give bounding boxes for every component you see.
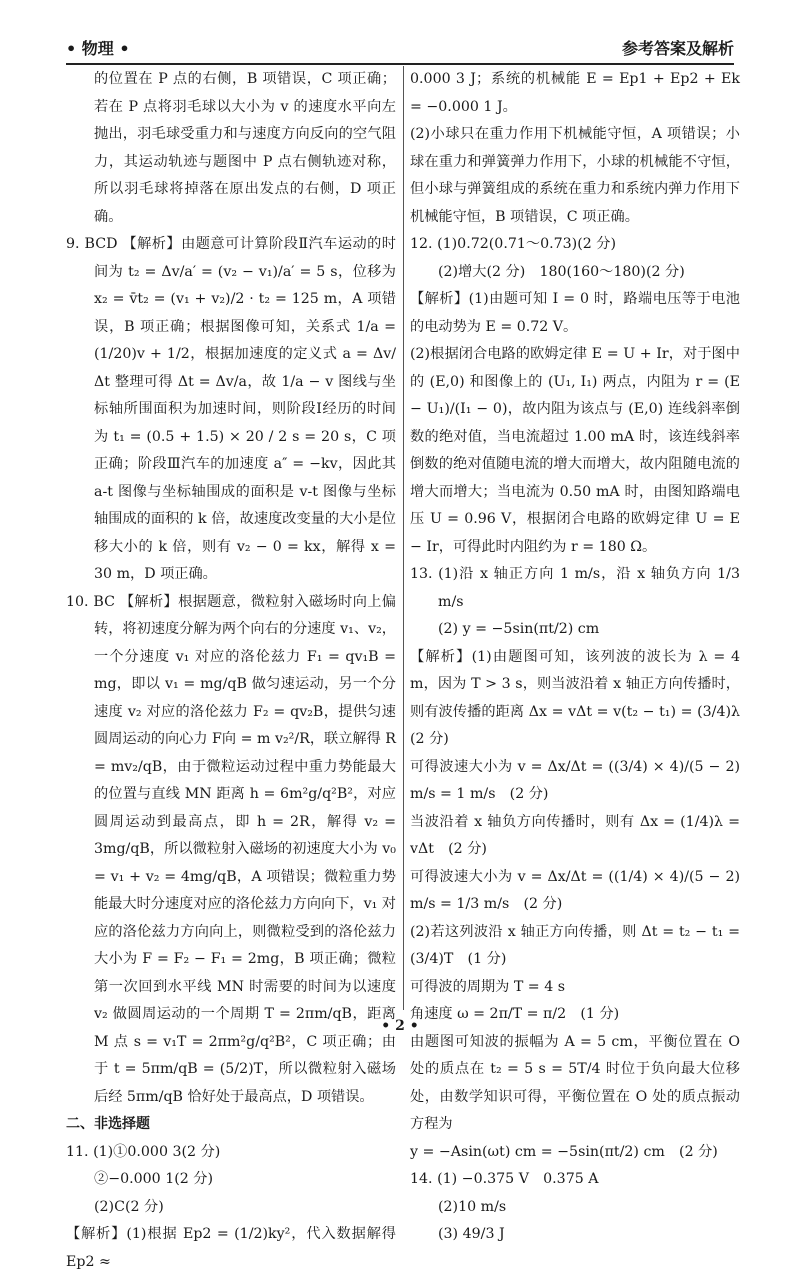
paragraph-r9: 【解析】(1)由题图可知，该列波的波长为 λ = 4 m，因为 T > 3 s，则当波沿着 x 轴正方向传播时，则有波传播的距离 Δx = vΔt = v(t₂ − t₁) = (3/4)λ (2 分) xyxy=(410,648,755,747)
paragraph-r17: y = −Asin(ωt) cm = −5sin(πt/2) cm (2 分) xyxy=(410,1143,718,1160)
paragraph-r4: (2)增大(2 分) 180(160～180)(2 分) xyxy=(438,263,685,280)
paragraph-l3: 10. BC 【解析】根据题意，微粒射入磁场时向上偏转，将初速度分解为两个向右的分速度 v₁、v₂，一个分速度 v₁ 对应的洛伦兹力 F₁ = qv₁B = mg，即以 v₁ = mg/qB 做匀速运动，另一个分速度 v₂ 对应的洛伦兹力 F₂ = qv₂B，提供匀速圆周运动的向心力 F向 = m v₂²/R，联立解得 R = mv₂/qB，由于微粒运动过程中重力势能最大的位置与直线 MN 距离 h = 6m²g/q²B²，对应圆周运动到最高点，即 h = 2R，解得 v₂ = 3mg/qB，所以微粒射入磁场的初速度大小为 v₀ = v₁ + v₂ = 4mg/qB，A 项错误；微粒重力势能最大时分速度对应的洛伦兹力方向向下，v₁ 对应的洛伦兹力方向向上，则微粒受到的洛伦兹力大小为 F = F₂ − F₁ = 2mg，B 项正确；微粒第一次回到水平线 MN 时需要的时间为以速度 v₂ 做圆周运动的一个周期 T = 2πm/qB，距离 M 点 s = v₁T = 2πm²g/q²B²，C 项正确；由于 t = 5πm/qB = (5/2)T，所以微粒射入磁场后经 5πm/qB 恰好处于最高点，D 项错误。 xyxy=(66,593,396,1105)
paragraph-r14: 可得波的周期为 T = 4 s xyxy=(410,978,566,995)
right-column xyxy=(410,66,755,1249)
page-header xyxy=(66,34,734,64)
paragraph-r13: (2)若这列波沿 x 轴正方向传播，则 Δt = t₂ − t₁ = (3/4)T (1 分) xyxy=(410,923,740,967)
paragraph-l2: 9. BCD 【解析】由题意可计算阶段Ⅱ汽车运动的时间为 t₂ = Δv/a′ = (v₂ − v₁)/a′ = 5 s，位移为 x₂ = v̄t₂ = (v₁ + v₂)/2 · t₂ = 125 m，A 项错误，B 项正确；根据图像可知，关系式 1/a = (1/20)v + 1/2，根据加速度的定义式 a = Δv/Δt 整理可得 Δt = Δv/a，故 1/a − v 图线与坐标轴所围面积为加速时间，则阶段Ⅰ经历的时间为 t₁ = (0.5 + 1.5) × 20 / 2 s = 20 s，C 项正确；阶段Ⅲ汽车的加速度 a″ = −kv，因此其 a-t 图像与坐标轴围成的面积是 v-t 图像与坐标轴围成的面积的 k 倍，故速度改变量的大小是位移大小的 k 倍，则有 v₂ − 0 = kx，解得 x = 30 m，D 项正确。 xyxy=(66,236,396,582)
paragraph-r11: 当波沿着 x 轴负方向传播时，则有 Δx = (1/4)λ = vΔt (2 分) xyxy=(410,813,740,857)
paragraph-r6: (2)根据闭合电路的欧姆定律 E = U + Ir，对于图中的 (E,0) 和图像上的 (U₁, I₁) 两点，内阻为 r = (E − U₁)/(I₁ − 0)，故内阻为该点与 (E,0) 连线斜率倒数的绝对值，当电流超过 1.00 mA 时，该连线斜率倒数的绝对值随电流的增大而增大，故内阻随电流的增大而增大；当电流为 0.50 mA 时，由图知路端电压 U = 0.96 V，根据闭合电路的欧姆定律 U = E − Ir，可得此时内阻约为 r = 180 Ω。 xyxy=(410,346,740,555)
left-column xyxy=(66,66,396,1276)
paragraph-l8: 【解析】(1)根据 Ep2 = (1/2)ky²，代入数据解得 Ep2 ≈ xyxy=(66,1226,396,1270)
paragraph-r20: (3) 49/3 J xyxy=(438,1226,505,1242)
paragraph-r3: 12. (1)0.72(0.71～0.73)(2 分) xyxy=(410,236,616,252)
subject-label: • 物理 • xyxy=(66,39,130,59)
paragraph-r10: 可得波速大小为 v = Δx/Δt = ((3/4) × 4)/(5 − 2) m/s = 1 m/s (2 分) xyxy=(410,758,740,802)
paragraph-l7: (2)C(2 分) xyxy=(94,1198,164,1215)
paragraph-r12: 可得波速大小为 v = Δx/Δt = ((1/4) × 4)/(5 − 2) m/s = 1/3 m/s (2 分) xyxy=(410,868,740,912)
page-number: • 2 • xyxy=(381,1017,419,1034)
paragraph-r5: 【解析】(1)由题可知 I = 0 时，路端电压等于电池的电动势为 E = 0.72 V。 xyxy=(410,291,740,335)
header-rule xyxy=(66,63,734,65)
paragraph-l1: 的位置在 P 点的右侧，B 项错误，C 项正确；若在 P 点将羽毛球以大小为 v 的速度水平向左抛出，羽毛球受重力和与速度方向反向的空气阻力，其运动轨迹与题图中 P 点右侧轨迹对称，所以羽毛球将掉落在原出发点的右侧，D 项正确。 xyxy=(94,71,396,225)
paragraph-r1: 0.000 3 J；系统的机械能 E = Ep1 + Ep2 + Ek = −0.000 1 J。 xyxy=(410,71,740,115)
paragraph-r2: (2)小球只在重力作用下机械能守恒，A 项错误；小球在重力和弹簧弹力作用下，小球的机械能不守恒，但小球与弹簧组成的系统在重力和系统内弹力作用下机械能守恒，B 项错误，C 项正确。 xyxy=(410,126,740,225)
paragraph-r15: 角速度 ω = 2π/T = π/2 (1 分) xyxy=(410,1006,620,1022)
paragraph-l6: ②−0.000 1(2 分) xyxy=(94,1171,214,1187)
paragraph-r16: 由题图可知波的振幅为 A = 5 cm，平衡位置在 O 处的质点在 t₂ = 5 s = 5T/4 时位于负向最大位移处，由数学知识可得，平衡位置在 O 处的质点振动方程为 xyxy=(410,1033,740,1132)
section-title: 参考答案及解析 xyxy=(621,39,734,59)
paragraph-r19: (2)10 m/s xyxy=(438,1198,507,1215)
paragraph-l4: 二、非选择题 xyxy=(66,1116,150,1132)
paragraph-r18: 14. (1) −0.375 V 0.375 A xyxy=(410,1171,599,1187)
paragraph-r8: (2) y = −5sin(πt/2) cm xyxy=(438,621,600,637)
paragraph-l5: 11. (1)①0.000 3(2 分) xyxy=(66,1143,221,1160)
paragraph-r7: 13. (1)沿 x 轴正方向 1 m/s，沿 x 轴负方向 1/3 m/s xyxy=(410,566,740,610)
column-divider xyxy=(403,66,404,1010)
